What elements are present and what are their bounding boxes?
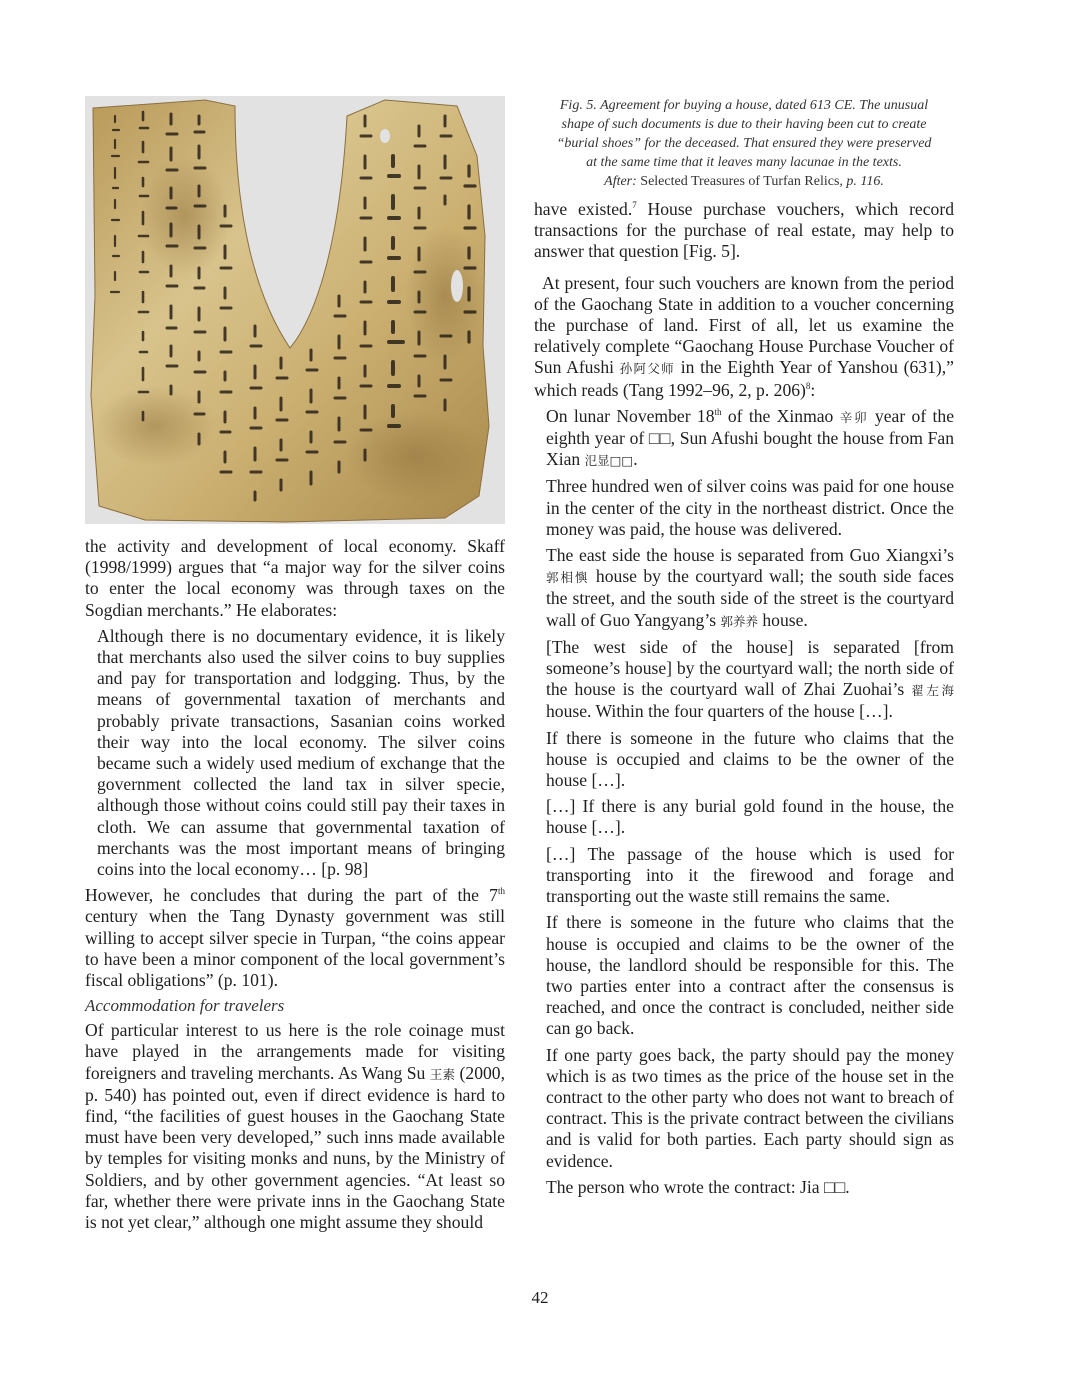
voucher-p1-text-d: . (633, 449, 638, 470)
voucher-paragraph-5: If there is someone in the future who claims that the house is occupied and claims to be the owner of the house […]. (546, 727, 954, 791)
voucher-p1-superscript: th (714, 406, 722, 417)
caption-line-3: “burial shoes” for the deceased. That ensured they were preserved (556, 136, 932, 151)
left-p2-text-a: However, he concludes that during the part of the 7 (85, 885, 498, 906)
zhai-zuohai-chinese-name: 翟左海 (911, 683, 954, 699)
left-paragraph-3 (85, 1020, 505, 1233)
left-paragraph-2 (85, 885, 505, 991)
voucher-p4-text-a: [The west side of the house] is separated [from someone’s house] by the courtyard wall; the north side of the house is the courtyard wall of Zhai Zuohai’s (546, 636, 954, 700)
caption-source-title: Selected Treasures of Turfan Relics (640, 174, 840, 189)
right-p2-text-c: : (810, 379, 816, 400)
voucher-paragraph-8: If there is someone in the future who claims that the house is occupied and claims to be the owner of the house, the landlord should be responsible for this. The two parties enter into a contract after the consensus is reached, and once the contract is concluded, neither side can go back. (546, 912, 954, 1039)
voucher-p1-text-a: On lunar November 18 (546, 405, 715, 426)
right-p2-text-a: At present, four such vouchers are known from the period of the Gaochang State in addition to a voucher concerning the purchase of land. First of all, let us examine the relatively complete “Gaochang House Purchase Voucher of Sun Afushi (534, 272, 954, 378)
voucher-paragraph-10: The person who wrote the contract: Jia □□. (546, 1176, 850, 1197)
voucher-paragraph-1 (546, 406, 954, 472)
guo-yangyang-chinese-name: 郭养养 (720, 613, 758, 629)
voucher-p3-text-c: house. (757, 609, 808, 630)
caption-source-prefix: After: (604, 174, 641, 189)
voucher-paragraph-4 (546, 637, 954, 723)
left-p3-text-b: (2000, p. 540) has pointed out, even if direct evidence is hard to find, “the facilities of guest houses in the Gaochang State must have been very developed,” such inns made available by temples for visiting monks and nuns, by the Ministry of Soldiers, and by other government agencies. “At least so far, whether there were private inns in the Gaochang State is not yet clear,” although one might assume they should (85, 1062, 506, 1233)
voucher-paragraph-9: If one party goes back, the party should pay the money which is as two times as the price of the house set in the contract to the other party who does not want to breach of contract. This is the private contract between the civilians and is valid for both parties. Each party should sign as evidence. (546, 1044, 954, 1171)
caption-line-2: shape of such documents is due to their having been cut to create (561, 117, 927, 132)
voucher-p1-text-c: year of the eighth year of □□, Sun Afushi bought the house from Fan Xian (546, 405, 954, 470)
wang-su-chinese-name: 王素 (429, 1066, 456, 1082)
voucher-p1-text-b: of the Xinmao (721, 405, 840, 426)
voucher-paragraph-7: […] The passage of the house which is used for transporting into it the firewood and forage and transporting out the waste still remains the same. (546, 843, 954, 907)
caption-source-page: , p. 116. (839, 174, 884, 189)
left-paragraph-1 (85, 536, 505, 621)
caption-line-4: at the same time that it leaves many lacunae in the texts. (586, 155, 902, 170)
xinmao-chinese: 辛卯 (839, 409, 869, 425)
guo-xiangxi-chinese-name: 郭相懙 (546, 570, 590, 586)
left-column (85, 96, 505, 1233)
left-paragraph-1-text: the activity and development of local economy. Skaff (1998/1999) argues that “a major way for the silver coins to enter the local economy was through taxes on the Sogdian merchants.” He elaborates: (85, 536, 505, 620)
voucher-p3-text-b: house by the courtyard wall; the south side faces the street, and the south side of the street is the courtyard wall of Guo Yangyang’s (546, 566, 954, 630)
figure-5-document-photo (85, 96, 505, 524)
sun-afushi-chinese-name: 孙阿父师 (619, 361, 675, 377)
caption-source-line (534, 172, 954, 191)
right-p1-footnote-mark: 7 (632, 200, 637, 211)
right-p1-text-b: House purchase vouchers, which record transactions for the purchase of real estate, may help to answer that question [Fig. 5]. (534, 199, 954, 262)
fan-xian-chinese-name: 氾显□□ (584, 453, 634, 469)
left-p2-text-b: century when the Tang Dynasty government was still willing to accept silver specie in Turpan, “the coins appear to have been a minor component of the local government’s fiscal obligations” (p. 101). (85, 906, 505, 991)
voucher-paragraph-2: Three hundred wen of silver coins was paid for one house in the center of the city in the northeast district. Once the money was paid, the house was delivered. (546, 476, 954, 539)
left-p3-text-a: Of particular interest to us here is the role coinage must have played in the arrangements made for visiting foreigners and traveling merchants. As Wang Su (85, 1020, 505, 1083)
right-p2-footnote-mark: 8 (805, 380, 811, 391)
right-paragraph-1 (534, 199, 954, 263)
page-number: 42 (531, 1288, 549, 1307)
voucher-block-quote (534, 406, 954, 1198)
skaff-quote-text: Although there is no documentary evidence, it is likely that merchants also used the silver coins to buy supplies and pay for transportation and lodgging. Thus, by the means of governmental taxation of merchants and probably private transactions, Sasanian coins worked their way into the local economy. The silver coins became such a widely used medium of exchange that the government collected the land tax in silver specie, although those without coins could still pay their taxes in cloth. We can assume that governmental taxation of merchants was the most important means of bringing coins into the local economy… [p. 98] (97, 625, 505, 880)
right-p2-text-b: in the Eighth Year of Yanshou (631),” which reads (Tang 1992–96, 2, p. 206) (534, 357, 954, 400)
voucher-paragraph-6: […] If there is any burial gold found in the house, the house […]. (546, 796, 954, 838)
voucher-p4-text-b: house. Within the four quarters of the house […]. (546, 701, 893, 722)
voucher-p3-text-a: The east side the house is separated from Guo Xiangxi’s (546, 545, 954, 566)
left-p2-superscript: th (497, 886, 505, 897)
section-subheading: Accommodation for travelers (85, 996, 285, 1016)
figure-5-caption (534, 96, 954, 191)
voucher-paragraph-3 (546, 545, 954, 632)
skaff-block-quote (85, 626, 505, 880)
right-column (534, 96, 954, 1203)
right-p1-text-a: have existed. (534, 199, 633, 219)
burial-shoe-document-image (85, 96, 505, 524)
right-paragraph-2 (534, 273, 954, 401)
caption-line-1: Fig. 5. Agreement for buying a house, dated 613 CE. The unusual (559, 98, 929, 113)
